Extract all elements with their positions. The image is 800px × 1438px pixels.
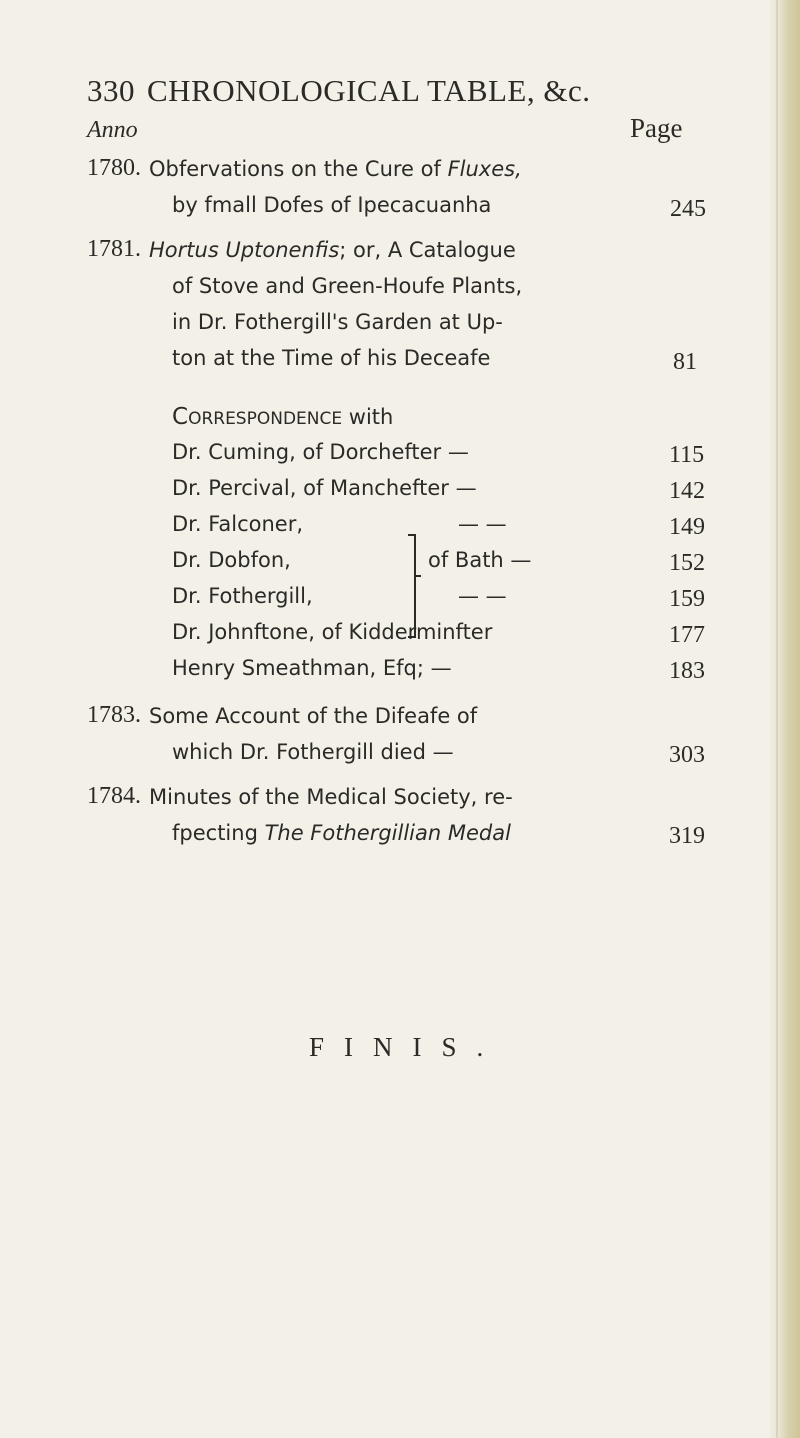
page-ref-1784: 319 bbox=[669, 823, 705, 849]
entry-1781-line-3: in Dr. Fothergill's Garden at Up- bbox=[172, 310, 503, 334]
page-ref-cuming: 115 bbox=[669, 442, 705, 468]
page-ref-1780: 245 bbox=[670, 196, 706, 222]
dobson-location: of Bath — bbox=[428, 548, 532, 572]
entry-1783-line-2: which Dr. Fothergill died — bbox=[172, 740, 454, 764]
page-ref-johnstone: 177 bbox=[669, 622, 705, 648]
page-ref-1781: 81 bbox=[673, 349, 697, 375]
page-ref-1783: 303 bbox=[669, 742, 705, 768]
page-number: 330 bbox=[87, 73, 135, 108]
page-ref-dobson: 152 bbox=[669, 550, 705, 576]
entry-1783-line-1: Some Account of the Difeafe of bbox=[149, 704, 478, 728]
correspondent-percival: Dr. Percival, of Manchefter — bbox=[172, 476, 477, 500]
correspondent-johnstone: Dr. Johnftone, of Kidderminfter bbox=[172, 620, 493, 644]
correspondent-dobson: Dr. Dobfon, bbox=[172, 548, 291, 572]
page-column-label: Page bbox=[630, 113, 683, 143]
entry-1784-line-2: fpecting The Fothergillian Medal bbox=[172, 821, 511, 845]
page-ref-falconer: 149 bbox=[669, 514, 705, 540]
entry-1781-line-4: ton at the Time of his Deceafe bbox=[172, 346, 491, 370]
entry-1780-line-2: by fmall Dofes of Ipecacuanha bbox=[172, 193, 492, 217]
running-header bbox=[87, 73, 591, 109]
correspondent-smeathman: Henry Smeathman, Efq; — bbox=[172, 656, 452, 680]
entry-1780-line-1: Obfervations on the Cure of Fluxes, bbox=[149, 157, 522, 181]
entry-1781-line-2: of Stove and Green-Houfe Plants, bbox=[172, 274, 523, 298]
page-ref-percival: 142 bbox=[669, 478, 705, 504]
page-edge bbox=[770, 0, 800, 1438]
page-ref-fothergill: 159 bbox=[669, 586, 705, 612]
finis: FINIS. bbox=[309, 1032, 504, 1062]
entry-1781-italic-title: Hortus Uptonenfis bbox=[149, 238, 340, 262]
correspondence-heading: CORRESPONDENCE with bbox=[172, 404, 394, 430]
falconer-dashes: — — bbox=[458, 512, 507, 536]
bath-brace-tip bbox=[414, 575, 421, 577]
fothergill-dashes: — — bbox=[458, 584, 507, 608]
entry-1784-italic: The Fothergillian Medal bbox=[264, 821, 511, 845]
header-title: CHRONOLOGICAL TABLE, &c. bbox=[147, 73, 591, 108]
entry-1780-italic: Fluxes, bbox=[447, 157, 522, 181]
entry-1781-line-1: Hortus Uptonenfis; or, A Catalogue bbox=[149, 238, 516, 262]
page-ref-smeathman: 183 bbox=[669, 658, 705, 684]
year-1781: 1781. bbox=[87, 236, 141, 262]
year-1780: 1780. bbox=[87, 155, 141, 181]
entry-1784-line-1: Minutes of the Medical Society, re- bbox=[149, 785, 513, 809]
year-1783: 1783. bbox=[87, 702, 141, 728]
correspondent-falconer: Dr. Falconer, bbox=[172, 512, 304, 536]
anno-column-label: Anno bbox=[87, 117, 138, 143]
correspondent-cuming: Dr. Cuming, of Dorchefter — bbox=[172, 440, 469, 464]
correspondent-fothergill: Dr. Fothergill, bbox=[172, 584, 313, 608]
year-1784: 1784. bbox=[87, 783, 141, 809]
